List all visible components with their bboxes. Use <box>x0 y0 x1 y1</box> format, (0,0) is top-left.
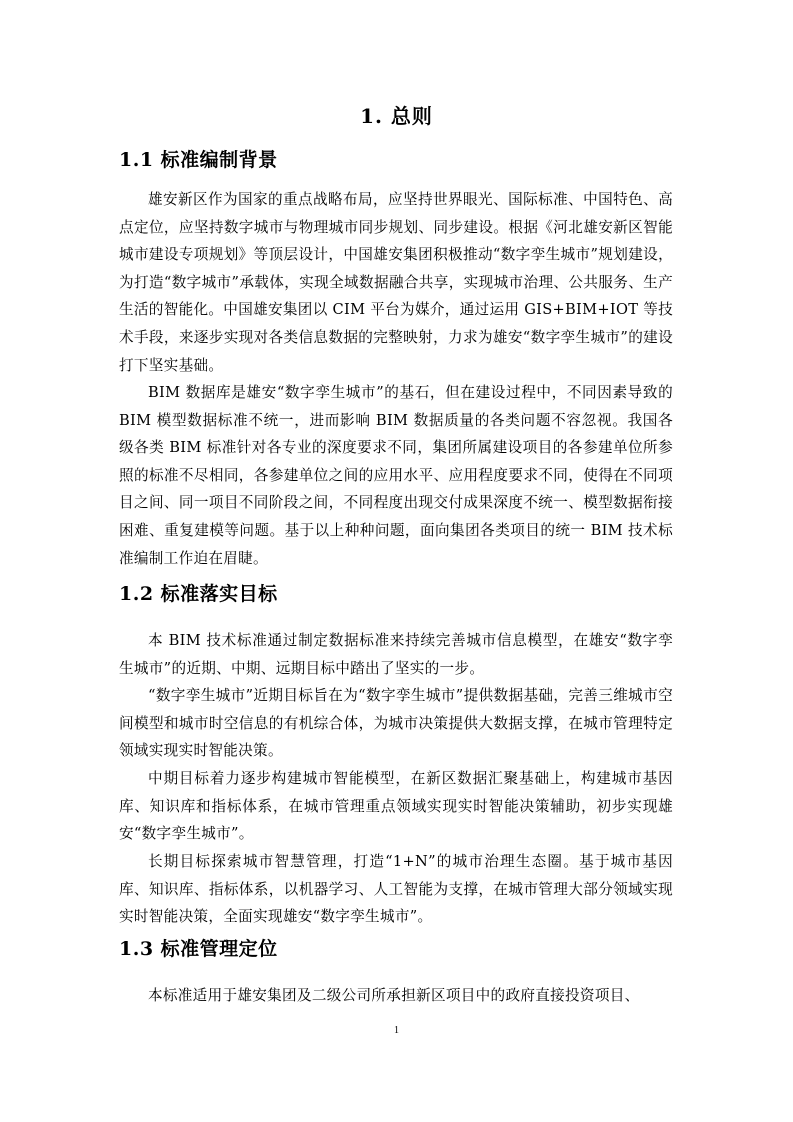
paragraph: 本标准适用于雄安集团及二级公司所承担新区项目中的政府直接投资项目、 <box>148 987 640 1004</box>
paragraph: 本 BIM 技术标准通过制定数据标准来持续完善城市信息模型，在雄安“数字孪生城市”的近期、中期、远期目标中踏出了坚实的一步。 <box>119 632 673 677</box>
paragraph: 长期目标探索城市智慧管理，打造“1+N”的城市治理生态圈。基于城市基因库、知识库、指标体系，以机器学习、人工智能为支撑，在城市管理大部分领域实现实时智能决策，全面实现雄安“数字孪生城市”。 <box>119 853 673 926</box>
section-heading-1-1: 1.1 标准编制背景 <box>119 149 278 171</box>
page-number: 1 <box>394 1025 399 1036</box>
paragraph: 中期目标着力逐步构建城市智能模型，在新区数据汇聚基础上，构建城市基因库、知识库和指标体系，在城市管理重点领域实现实时智能决策辅助，初步实现雄安“数字孪生城市”。 <box>119 770 673 843</box>
paragraph: 雄安新区作为国家的重点战略布局，应坚持世界眼光、国际标准、中国特色、高点定位，应坚持数字城市与物理城市同步规划、同步建设。根据《河北雄安新区智能城市建设专项规划》等顶层设计，中国雄安集团积极推动“数字孪生城市”规划建设，为打造“数字城市”承载体，实现全域数据融合共享，实现城市治理、公共服务、生产生活的智能化。中国雄安集团以 CIM 平台为媒介，通过运用 GIS+BIM+IOT 等技术手段，来逐步实现对各类信息数据的完整映射，力求为雄安“数字孪生城市”的建设打下坚实基础。 <box>119 191 673 374</box>
paragraph: BIM 数据库是雄安“数字孪生城市”的基石，但在建设过程中，不同因素导致的 BIM 模型数据标准不统一，进而影响 BIM 数据质量的各类问题不容忽视。我国各级各类 BIM 标准针对各专业的深度要求不同，集团所属建设项目的各参建单位所参照的标准不尽相同，各参建单位之间的应用水平、应用程度要求不同，使得在不同项目之间、同一项目不同阶段之间，不同程度出现交付成果深度不统一、模型数据衔接困难、重复建模等问题。基于以上种种问题，面向集团各类项目的统一 BIM 技术标准编制工作迫在眉睫。 <box>119 384 673 567</box>
chapter-title: 1. 总则 <box>360 104 433 128</box>
paragraph: “数字孪生城市”近期目标旨在为“数字孪生城市”提供数据基础，完善三维城市空间模型和城市时空信息的有机综合体，为城市决策提供大数据支撑，在城市管理特定领域实现实时智能决策。 <box>119 687 673 760</box>
section-heading-1-2: 1.2 标准落实目标 <box>119 583 278 605</box>
section-heading-1-3: 1.3 标准管理定位 <box>119 938 278 960</box>
